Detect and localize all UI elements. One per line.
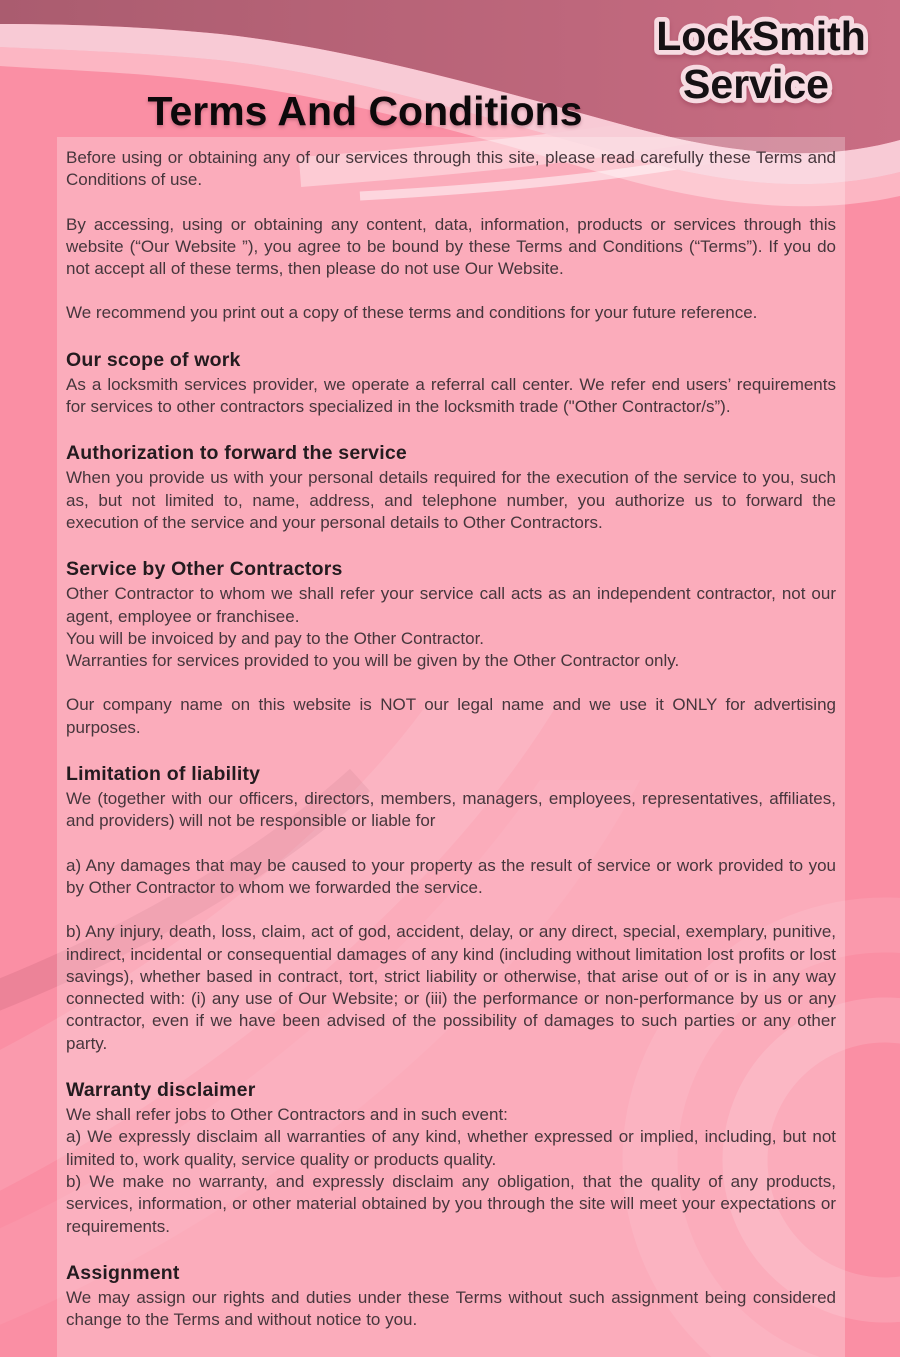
section-paragraph: b) We make no warranty, and expressly disclaim any obligation, that the quality of any products, services, information, or other material obtained by you through the site will meet your expectations or requirements. <box>66 1171 836 1236</box>
section-heading: Warranty disclaimer <box>66 1079 256 1102</box>
section-heading: Our scope of work <box>66 348 241 371</box>
section-service-by-other-contractors <box>66 557 836 739</box>
section-paragraph: You will be invoiced by and pay to the Other Contractor. <box>66 628 485 648</box>
terms-panel <box>57 137 845 1357</box>
section-heading: Limitation of liability <box>66 763 261 786</box>
section-limitation-of-liability <box>66 762 836 1055</box>
page-title: Terms And Conditions <box>147 88 583 134</box>
section-authorization-to-forward-the-service <box>66 441 836 534</box>
section-warranty-disclaimer <box>66 1078 836 1238</box>
section-paragraph: Warranties for services provided to you will be given by the Other Contractor only. <box>66 651 680 671</box>
intro-paragraph: We recommend you print out a copy of these terms and conditions for your future reference. <box>66 303 758 323</box>
section-paragraph: Our company name on this website is NOT our legal name and we use it ONLY for advertising purposes. <box>66 695 836 737</box>
section-paragraph: We may assign our rights and duties under these Terms without such assignment being considered change to the Terms and without notice to you. <box>66 1287 836 1330</box>
section-paragraph: As a locksmith services provider, we operate a referral call center. We refer end users’ requirements for services to other contractors specialized in the locksmith trade ("Other Contractor/s”). <box>66 374 836 417</box>
section-our-scope-of-work <box>66 348 836 419</box>
section-paragraph: a) We expressly disclaim all warranties of any kind, whether expressed or implied, including, but not limited to, work quality, service quality or products quality. <box>66 1127 836 1169</box>
section-heading: Authorization to forward the service <box>66 442 407 465</box>
section-assignment <box>66 1261 836 1332</box>
section-heading: Assignment <box>66 1261 180 1284</box>
logo-line2: Service <box>683 61 829 107</box>
logo-line1: LockSmith <box>656 13 866 59</box>
section-paragraph: When you provide us with your personal details required for the execution of the service to you, such as, but not limited to, name, address, and telephone number, you authorize us to forward the execution of the service and your personal details to Other Contractors. <box>66 468 836 532</box>
logo <box>634 6 888 116</box>
section-paragraph: b) Any injury, death, loss, claim, act of god, accident, delay, or any direct, special, exemplary, punitive, indirect, incidental or consequential damages of any kind (including without limitation lost profits or lost savings), whether based in contract, tort, strict liability or otherwise, that arise out of or is in any way connected with: (i) any use of Our Website; or (iii) the performance or non-performance by us or any contractor, even if we have been advised of the possibility of damages to such parties or any other party. <box>66 922 836 1053</box>
section-paragraph: a) Any damages that may be caused to your property as the result of service or work provided to you by Other Contractor to whom we forwarded the service. <box>66 855 836 897</box>
section-paragraph: We (together with our officers, directors, members, managers, employees, representatives, affiliates, and providers) will not be responsible or liable for <box>66 789 836 831</box>
intro-paragraph: By accessing, using or obtaining any content, data, information, products or services through this website (“Our Website ”), you agree to be bound by these Terms and Conditions (“Terms”). If you do not accept all of these terms, then please do not use Our Website. <box>66 214 836 279</box>
intro-paragraph: Before using or obtaining any of our services through this site, please read carefully these Terms and Conditions of use. <box>66 148 836 190</box>
section-paragraph: We shall refer jobs to Other Contractors and in such event: <box>66 1105 508 1125</box>
section-paragraph: Other Contractor to whom we shall refer your service call acts as an independent contractor, not our agent, employee or franchisee. <box>66 584 836 626</box>
section-heading: Service by Other Contractors <box>66 558 343 581</box>
